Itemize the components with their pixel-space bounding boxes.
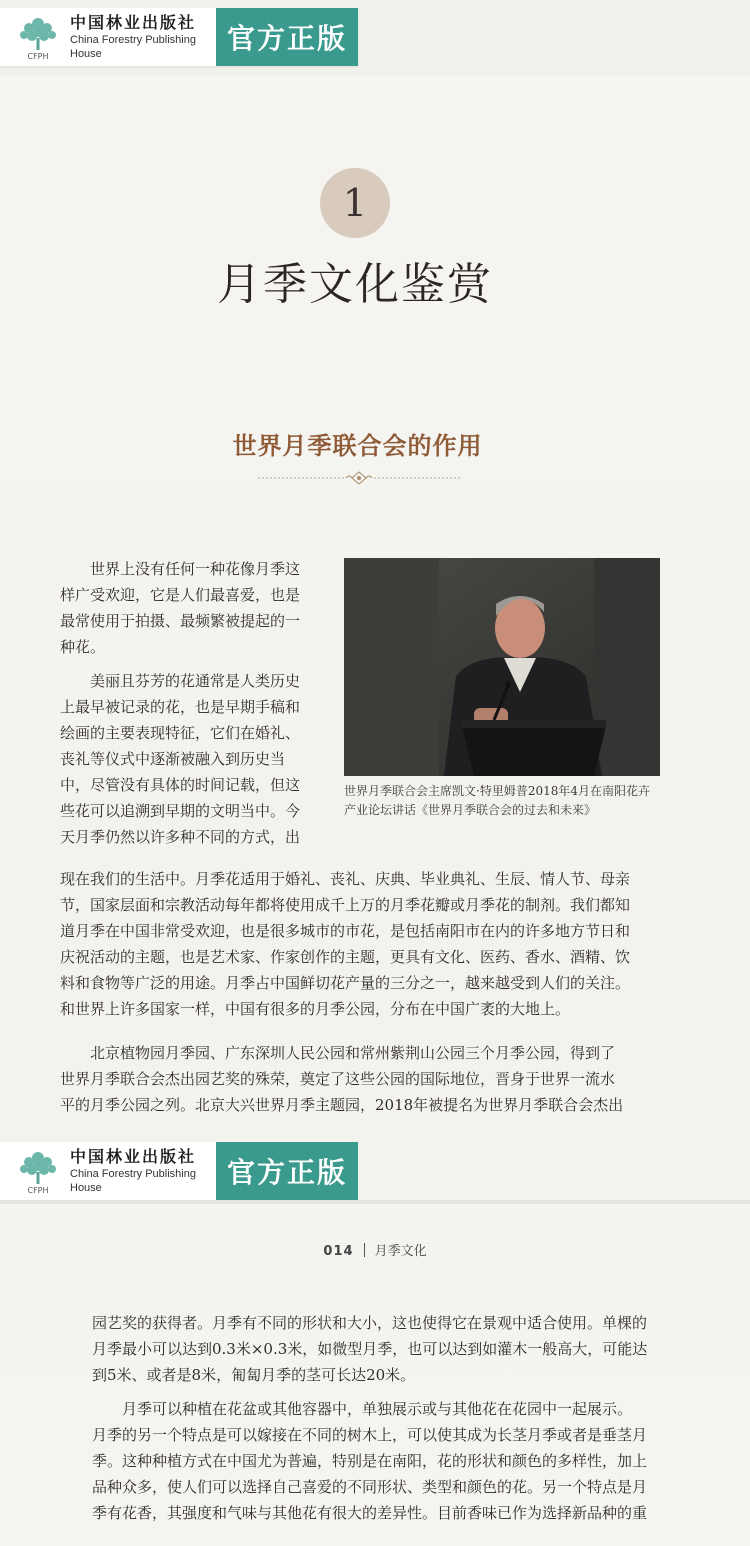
photo-caption: 世界月季联合会主席凯文·特里姆普2018年4月在南阳花卉产业论坛讲话《世界月季联合会的过去和未来》	[344, 784, 650, 817]
ornament-divider	[258, 470, 460, 486]
running-title: 月季文化	[374, 1244, 427, 1259]
paragraph-3	[60, 1040, 660, 1118]
page-number: 014	[323, 1244, 354, 1259]
text-line: 月季最小可以达到0.3米×0.3米，如微型月季，也可以达到如灌木一般高大，可能达	[92, 1340, 648, 1358]
text-line: 北京植物园月季园、广东深圳人民公园和常州紫荆山公园三个月季公园，得到了	[90, 1044, 616, 1062]
page-divider	[0, 1200, 750, 1204]
chapter-number-circle	[320, 168, 390, 238]
text-line: 品种众多，使人们可以选择自己喜爱的不同形状、类型和颜色的花。另一个特点是月	[92, 1478, 648, 1496]
text-line: 月季可以种植在花盆或其他容器中，单独展示或与其他花在花园中一起展示。	[122, 1400, 633, 1418]
paragraph-1	[60, 556, 336, 660]
official-badge[interactable]: 官方正版	[216, 8, 358, 66]
tree-logo-icon	[12, 12, 64, 62]
logo-text: CFPH	[27, 1186, 49, 1195]
text-line: 节，国家层面和宗教活动每年都将使用成千上万的月季花瓣或月季花的制剂。我们都知	[60, 896, 631, 914]
publisher-name-en: China Forestry Publishing House	[70, 34, 196, 60]
text-line: 到5米、或者是8米，匍匐月季的茎可长达20米。	[92, 1366, 416, 1384]
text-line: 现在我们的生活中。月季花适用于婚礼、丧礼、庆典、毕业典礼、生辰、情人节、母亲	[60, 870, 631, 888]
text-line: 些花可以追溯到早期的文明当中。今	[60, 802, 301, 820]
page2-paragraph-2	[92, 1396, 712, 1526]
text-line: 园艺奖的获得者。月季有不同的形状和大小，这也使得它在景观中适合使用。单棵的	[92, 1314, 648, 1332]
text-line: 庆祝活动的主题，也是艺术家、作家创作的主题，更具有文化、医药、香水、酒精、饮	[60, 948, 631, 966]
paragraph-2	[60, 668, 336, 850]
text-line: 绘画的主要表现特征，它们在婚礼、	[60, 724, 301, 742]
footer-separator	[364, 1243, 365, 1257]
page2-paragraph-1	[92, 1310, 712, 1388]
official-badge[interactable]: 官方正版	[216, 1142, 358, 1200]
text-line: 丧礼等仪式中逐渐被融入到历史当	[60, 750, 286, 768]
text-line: 平的月季公园之列。北京大兴世界月季主题园，2018年被提名为世界月季联合会杰出	[60, 1096, 624, 1114]
publisher-name-cn: 中国林业出版社	[70, 13, 197, 32]
text-line: 世界月季联合会杰出园艺奖的殊荣，奠定了这些公园的国际地位，晋身于世界一流水	[60, 1070, 616, 1088]
text-line: 上最早被记录的花，也是早期手稿和	[60, 698, 301, 716]
text-line: 世界上没有任何一种花像月季这	[90, 560, 301, 578]
text-line: 和世界上许多国家一样，中国有很多的月季公园，分布在中国广袤的大地上。	[60, 1000, 571, 1018]
publisher-name-cn: 中国林业出版社	[70, 1147, 197, 1166]
text-line: 中，尽管没有具体的时间记载，但这	[60, 776, 301, 794]
speaker-photo	[344, 558, 660, 776]
text-line: 料和食物等广泛的用途。月季占中国鲜切花产量的三分之一，越来越受到人们的关注。	[60, 974, 631, 992]
text-line: 最常使用于拍摄、最频繁被提起的一	[60, 612, 301, 630]
section-title: 世界月季联合会的作用	[232, 431, 483, 460]
brand-banner-mid[interactable]	[0, 1142, 358, 1200]
logo-text: CFPH	[27, 52, 49, 61]
text-line: 种花。	[60, 638, 106, 656]
publisher-name-en: China Forestry Publishing House	[70, 1168, 196, 1194]
page-footer	[0, 1240, 750, 1259]
text-line: 月季的另一个特点是可以嫁接在不同的树木上，可以使其成为长茎月季或者是垂茎月	[92, 1426, 648, 1444]
tree-logo-icon	[12, 1146, 64, 1196]
text-line: 季有花香，其强度和气味与其他花有很大的差异性。目前香味已作为选择新品种的重	[92, 1504, 648, 1522]
text-line: 美丽且芬芳的花通常是人类历史	[90, 672, 301, 690]
chapter-title: 月季文化鉴赏	[217, 259, 493, 310]
text-line: 道月季在中国非常受欢迎，也是很多城市的市花，是包括南阳市在内的许多地方节日和	[60, 922, 631, 940]
paragraph-2-continued	[60, 866, 660, 1022]
chapter-number: 1	[342, 181, 368, 225]
text-line: 季。这种种植方式在中国尤为普遍，特别是在南阳，花的形状和颜色的多样性，加上	[92, 1452, 648, 1470]
text-line: 天月季仍然以许多种不同的方式，出	[60, 828, 301, 846]
brand-banner-top[interactable]	[0, 8, 358, 66]
text-line: 样广受欢迎，它是人们最喜爱，也是	[60, 586, 301, 604]
